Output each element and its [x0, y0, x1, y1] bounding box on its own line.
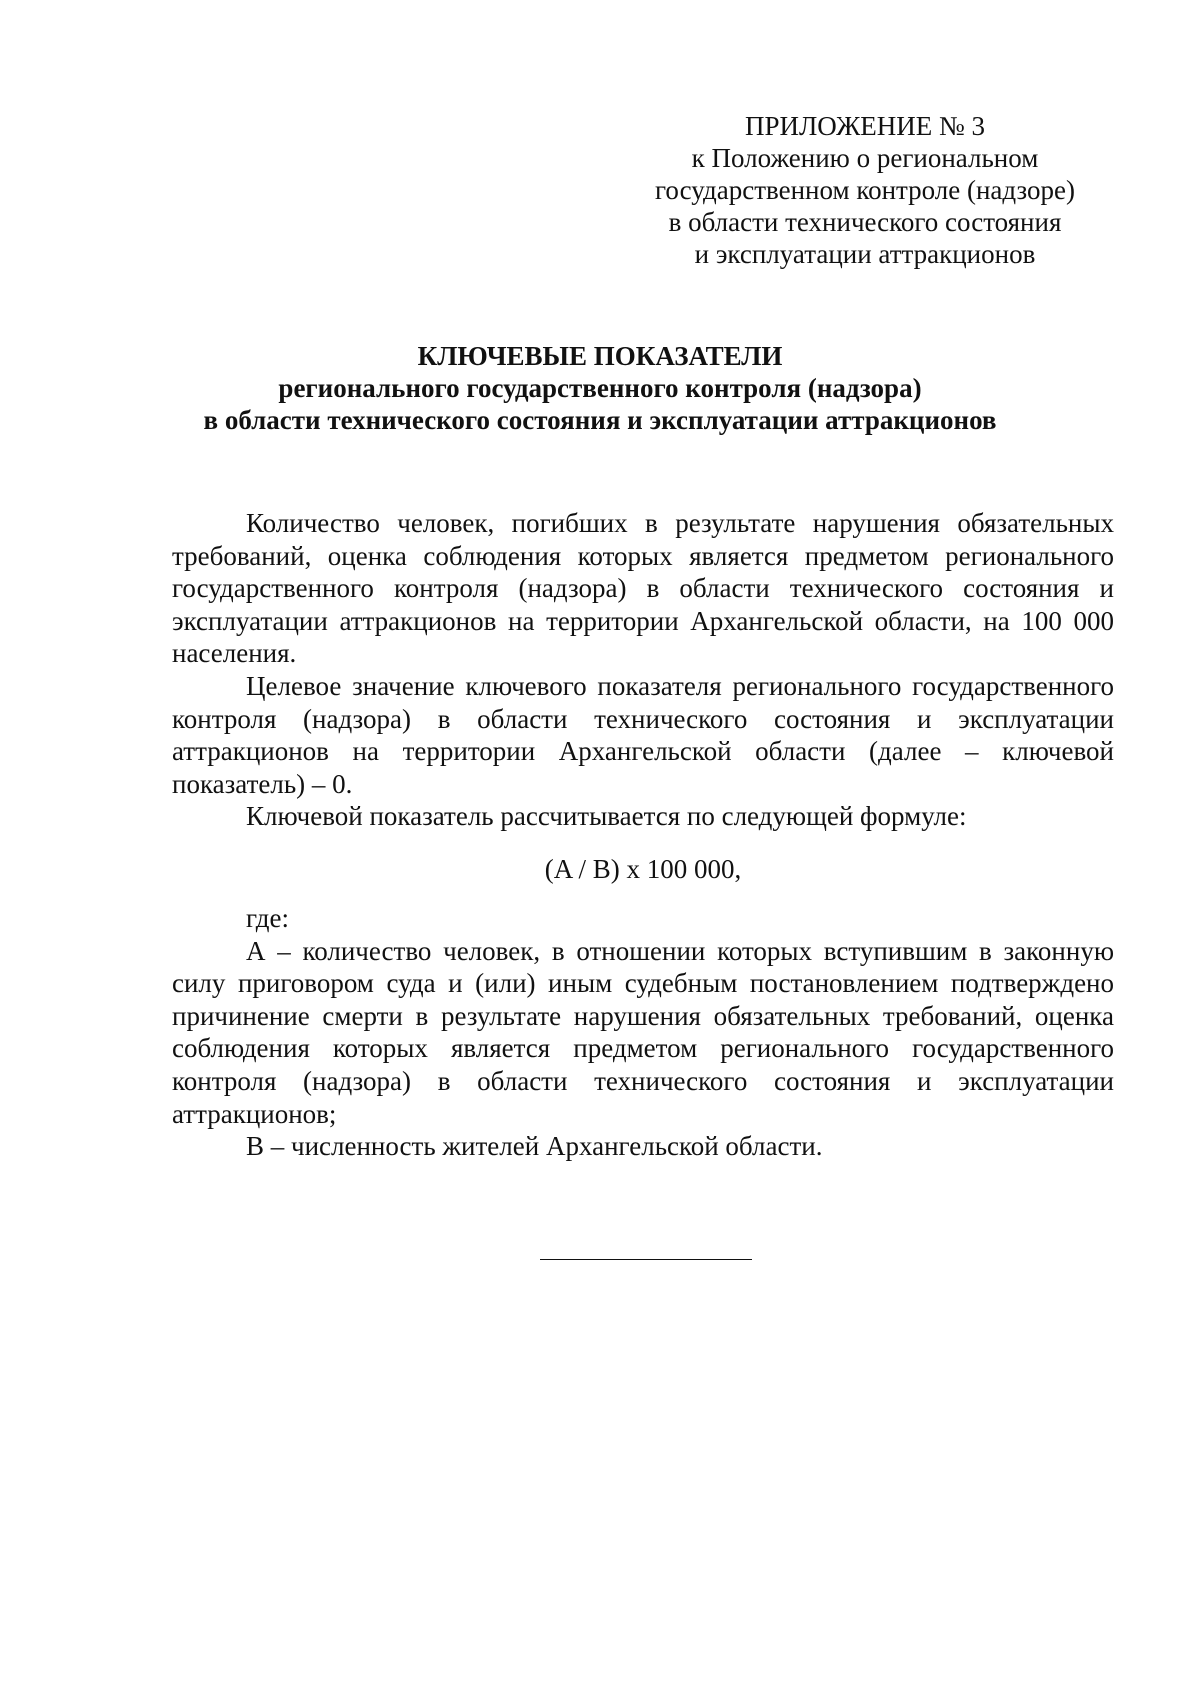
paragraph-formula-intro: Ключевой показатель рассчитывается по следующей формуле: [246, 801, 967, 832]
annex-line: и эксплуатации аттракционов [694, 239, 1036, 269]
paragraph-indicator: Количество человек, погибших в результате нарушения обязательных требований, оценка соблюдения которых является предметом регионального государственного контроля (надзора) в области технического состояния и эксплуатации аттракционов на территории Архангельской области, на 100 000 населения. [172, 508, 1114, 669]
formula: (A / B) x 100 000, [544, 854, 742, 884]
where-label: где: [246, 903, 289, 933]
title-line: регионального государственного контроля (надзора) [278, 373, 922, 403]
annex-line: в области технического состояния [668, 207, 1062, 237]
body-text [172, 507, 1114, 833]
definition-a: А – количество человек, в отношении которых вступившим в законную силу приговором суда и (или) иным судебным постановлением подтверждено причинение смерти в результате нарушения обязательных требований, оценка соблюдения которых является предметом регионального государственного контроля (надзора) в области технического состояния и эксплуатации аттракционов; [172, 935, 1114, 1129]
annex-line: государственном контроле (надзоре) [655, 175, 1075, 205]
title-line: в области технического состояния и эксплуатации аттракционов [203, 405, 997, 435]
paragraph-target-value: Целевое значение ключевого показателя регионального государственного контроля (надзора) в области технического состояния и эксплуатации аттракционов на территории Архангельской области (далее – ключевой показатель) – 0. [172, 670, 1114, 799]
formula-definitions [172, 902, 1114, 1163]
annex-line: к Положению о региональном [691, 143, 1039, 173]
annex-header [620, 110, 1110, 270]
end-divider [540, 1259, 752, 1260]
annex-number: ПРИЛОЖЕНИЕ № 3 [744, 111, 986, 141]
document-title [100, 340, 1100, 436]
definition-b: В – численность жителей Архангельской области. [246, 1131, 823, 1162]
title-line: КЛЮЧЕВЫЕ ПОКАЗАТЕЛИ [417, 341, 783, 371]
